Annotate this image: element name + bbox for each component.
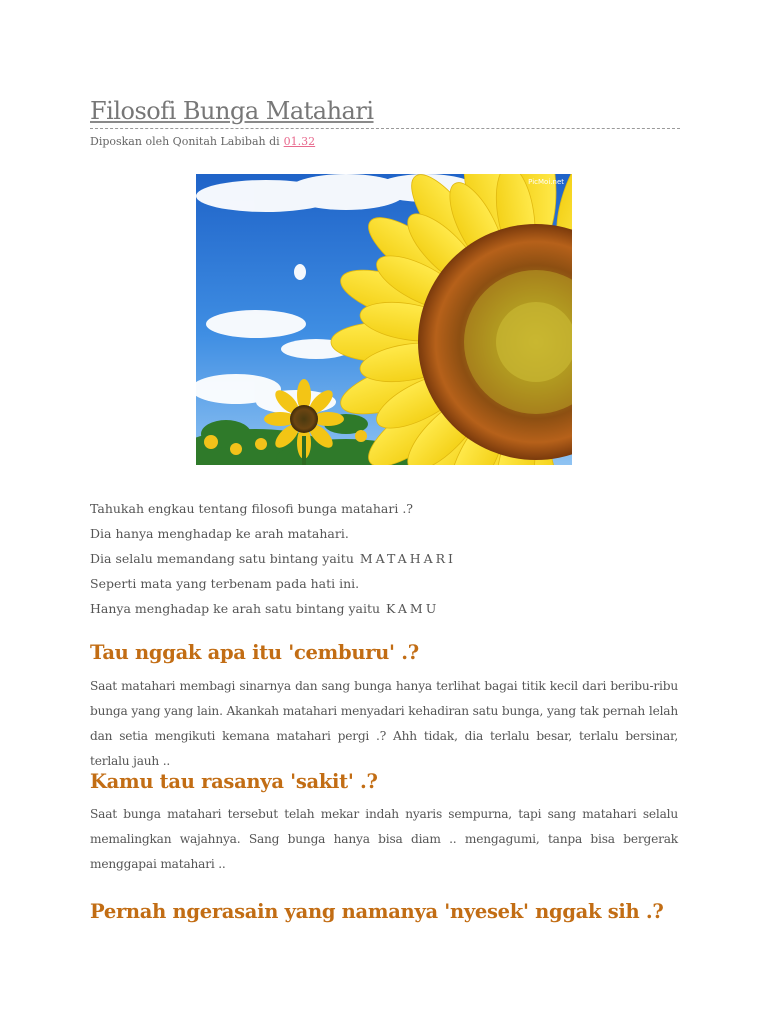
poem-line-text: Hanya menghadap ke arah satu bintang yaitu <box>90 601 381 616</box>
post-meta <box>90 135 315 148</box>
post-time-link[interactable]: 01.32 <box>283 135 316 148</box>
photo-watermark: PicMoi.net <box>528 178 564 186</box>
poem <box>90 496 456 621</box>
section-body-cemburu: Saat matahari membagi sinarnya dan sang bunga hanya terlihat bagai titik kecil dari beribu-ribu bunga yang yang lain. Akankah matahari menyadari kehadiran satu bunga, yang tak pernah lelah dan setia mengikuti kemana matahari pergi .? Ahh tidak, dia terlalu besar, terlalu bersinar, terlalu jauh .. <box>90 679 678 768</box>
section-heading-nyesek: Pernah ngerasain yang namanya 'nyesek' nggak sih .? <box>90 900 664 923</box>
poem-line <box>90 546 456 571</box>
section-body-sakit: Saat bunga matahari tersebut telah mekar indah nyaris sempurna, tapi sang matahari selalu memalingkan wajahnya. Sang bunga hanya bisa diam .. mengagumi, tanpa bisa bergerak menggapai matahari .. <box>90 807 678 871</box>
sunflower-photo <box>196 174 572 465</box>
section-heading-sakit: Kamu tau rasanya 'sakit' .? <box>90 770 378 793</box>
poem-line <box>90 596 456 621</box>
poem-line <box>90 496 456 521</box>
poem-line-text: Seperti mata yang terbenam pada hati ini. <box>90 576 360 591</box>
poem-line-text: Tahukah engkau tentang filosofi bunga matahari .? <box>90 501 413 516</box>
poem-line <box>90 521 456 546</box>
section-heading-cemburu: Tau nggak apa itu 'cemburu' .? <box>90 641 419 664</box>
post-title[interactable] <box>90 94 680 129</box>
poem-line-text: Dia selalu memandang satu bintang yaitu <box>90 551 354 566</box>
poem-line-text: Dia hanya menghadap ke arah matahari. <box>90 526 349 541</box>
poem-emphasis: KAMU <box>386 601 440 616</box>
poem-line <box>90 571 456 596</box>
poem-emphasis: MATAHARI <box>359 551 456 566</box>
post-title-link[interactable]: Filosofi Bunga Matahari <box>90 97 374 125</box>
post-author-line: Diposkan oleh Qonitah Labibah di <box>90 135 280 148</box>
